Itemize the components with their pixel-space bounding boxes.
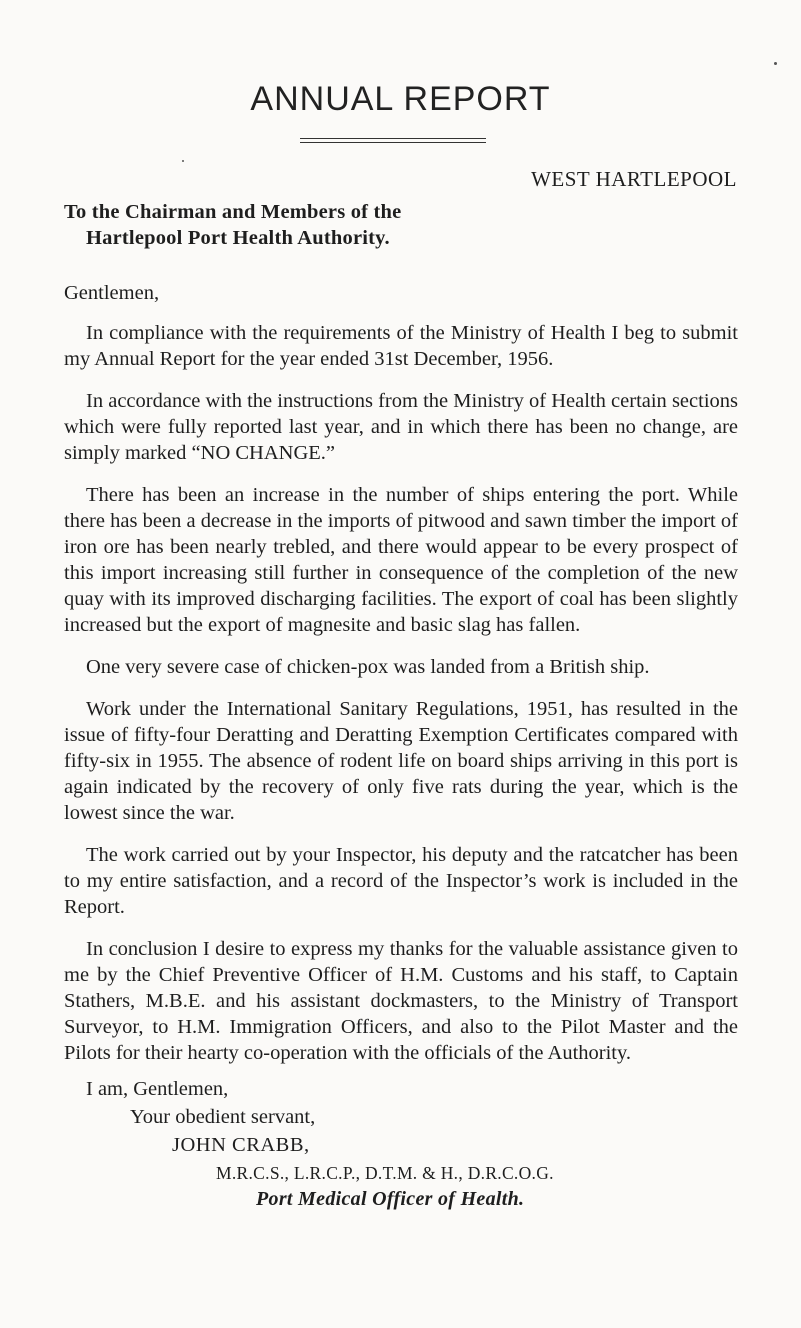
- signature-qualifications: M.R.C.S., L.R.C.P., D.T.M. & H., D.R.C.O.G.: [216, 1163, 554, 1183]
- print-speck: [774, 62, 777, 65]
- salutation: Gentlemen,: [64, 282, 160, 304]
- title-underline: [300, 138, 486, 139]
- paragraph-shipping-trade: There has been an increase in the number of ships entering the port. While there has been a decrease in the imports of pitwood and sawn timber the import of iron ore has been nearly trebled, and there would appear to be every prospect of this import increasing still further in consequence of the completion of the new quay with its improved discharging facilities. The export of coal has been slightly increased but the export of magnesite and basic slag has fallen.: [64, 484, 738, 636]
- paragraph-no-change: In accordance with the instructions from the Ministry of Health certain sections which were fully reported last year, and in which there has been no change, are simply marked “NO CHANGE.”: [64, 390, 738, 464]
- signature-closing: I am, Gentlemen,: [86, 1078, 229, 1100]
- report-title: ANNUAL REPORT: [250, 80, 551, 118]
- report-body: [64, 320, 738, 1082]
- addressee-line-2: Hartlepool Port Health Authority.: [86, 227, 390, 249]
- addressee-line-1: To the Chairman and Members of the: [64, 201, 402, 223]
- place-heading: WEST HARTLEPOOL: [531, 167, 737, 191]
- title-underline-second: [300, 142, 486, 143]
- paragraph-inspector-work: The work carried out by your Inspector, his deputy and the ratcatcher has been to my entire satisfaction, and a record of the Inspector’s work is included in the Report.: [64, 844, 738, 918]
- signature-name: JOHN CRABB,: [172, 1134, 310, 1156]
- paragraph-chicken-pox: One very severe case of chicken-pox was landed from a British ship.: [86, 656, 650, 678]
- print-speck: [182, 160, 184, 162]
- addressee: [64, 199, 524, 251]
- signature-servant: Your obedient servant,: [130, 1106, 316, 1128]
- paragraph-thanks: In conclusion I desire to express my thanks for the valuable assistance given to me by the Chief Preventive Officer of H.M. Customs and his staff, to Captain Stathers, M.B.E. and his assistant dockmasters, to the Ministry of Transport Surveyor, to H.M. Immigration Officers, and also to the Pilot Master and the Pilots for their hearty co-operation with the officials of the Authority.: [64, 938, 738, 1064]
- signature-position: Port Medical Officer of Health.: [256, 1188, 525, 1210]
- paragraph-sanitary-regulations: Work under the International Sanitary Regulations, 1951, has resulted in the issue of fifty-four Deratting and Deratting Exemption Certificates compared with fifty-six in 1955. The absence of rodent life on board ships arriving in this port is again indicated by the recovery of only five rats during the year, which is the lowest since the war.: [64, 698, 738, 824]
- paragraph-submission: In compliance with the requirements of the Ministry of Health I beg to submit my Annual Report for the year ended 31st December, 1956.: [64, 322, 738, 370]
